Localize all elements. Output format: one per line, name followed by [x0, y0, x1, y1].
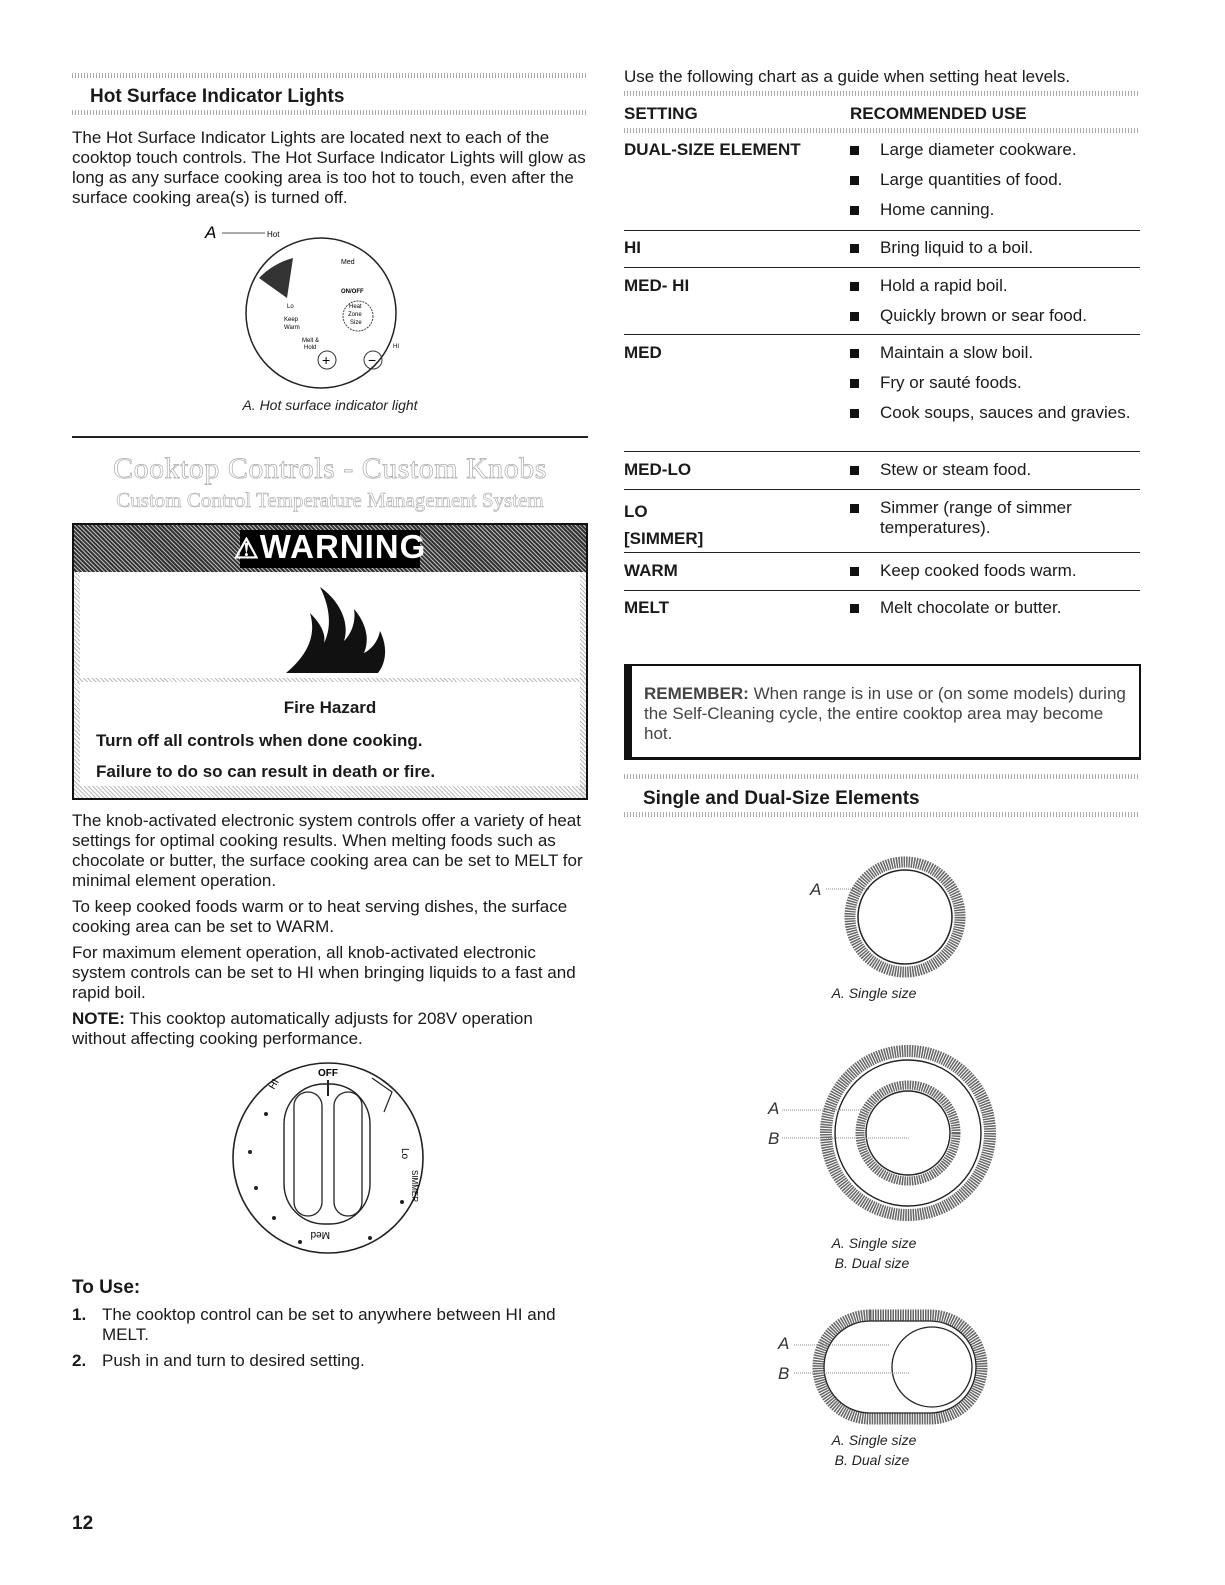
elements-rule-bottom [624, 812, 1140, 817]
use-list [848, 276, 1140, 336]
list-item: Large diameter cookware. [848, 140, 1140, 160]
use-list [848, 561, 1140, 591]
svg-text:A: A [778, 1334, 790, 1353]
elements-heading: Single and Dual-Size Elements [643, 788, 920, 809]
svg-text:A: A [810, 880, 822, 899]
oval-element-illustration [770, 1303, 1000, 1433]
svg-text:ON/OFF: ON/OFF [341, 289, 364, 295]
svg-text:HI: HI [267, 1077, 282, 1092]
list-item: Stew or steam food. [848, 460, 1140, 480]
table-rule-top [624, 91, 1140, 96]
list-item: Simmer (range of simmer temperatures). [848, 498, 1140, 538]
use-list [848, 238, 1140, 268]
dual-caption-b: B. Dual size [834, 1255, 910, 1271]
table-row [624, 451, 1140, 479]
setting-label: MED [624, 343, 662, 362]
svg-text:Size: Size [350, 320, 362, 326]
list-item: Cook soups, sauces and gravies. [848, 403, 1140, 423]
warning-line-1: Turn off all controls when done cooking. [96, 731, 423, 750]
knob-description [72, 811, 588, 1049]
svg-text:Melt &: Melt & [302, 338, 320, 344]
single-size-caption: A. Single size [831, 985, 917, 1001]
table-row [624, 552, 1140, 580]
use-list [848, 140, 1140, 230]
table-row [624, 267, 1140, 325]
list-item: Quickly brown or sear food. [848, 306, 1140, 326]
svg-text:B: B [768, 1129, 780, 1148]
setting-label: WARM [624, 561, 678, 580]
table-row [624, 230, 1140, 257]
heading-rule-bottom [72, 110, 588, 115]
column-header-use: RECOMMENDED USE [850, 104, 1027, 123]
svg-text:Keep: Keep [284, 317, 299, 323]
page-number: 12 [72, 1513, 94, 1534]
remember-label: REMEMBER: [644, 684, 749, 703]
use-list [848, 343, 1140, 433]
step-1: 1. The cooktop control can be set to anywhere between HI and MELT. [72, 1305, 556, 1344]
note-paragraph [72, 1009, 588, 1049]
custom-knob-illustration [222, 1052, 434, 1264]
column-header-setting: SETTING [624, 104, 698, 123]
cooktop-control-illustration [195, 218, 445, 393]
note-text: This cooktop automatically adjusts for 208V operation without affecting cooking performance. [72, 1009, 533, 1048]
list-item: Bring liquid to a boil. [848, 238, 1140, 258]
paragraph-melt: The knob-activated electronic system controls offer a variety of heat settings for optimal cooking results. When melting foods such as chocolate or butter, the surface cooking area can be set to MELT for minimal element operation. [72, 811, 583, 890]
oval-caption-b: B. Dual size [834, 1452, 910, 1468]
use-list [848, 460, 1140, 490]
section-divider [72, 436, 588, 438]
list-item: Large quantities of food. [848, 170, 1140, 190]
svg-text:Lo: Lo [287, 304, 294, 310]
use-list [848, 498, 1140, 548]
svg-text:−: − [368, 352, 377, 368]
remember-box [624, 664, 1141, 760]
warning-box [72, 523, 588, 800]
hot-surface-heading: Hot Surface Indicator Lights [90, 86, 345, 107]
setting-label: MED-LO [624, 460, 692, 479]
remember-text: When range is in use or (on some models) during the Self-Cleaning cycle, the entire cooktop area may become hot. [644, 684, 1126, 743]
use-list [848, 598, 1140, 628]
setting-label: HI [624, 238, 641, 257]
table-row [624, 489, 1140, 548]
list-item: Hold a rapid boil. [848, 276, 1140, 296]
section-title: Cooktop Controls - Custom Knobs [113, 452, 547, 485]
list-item: Melt chocolate or butter. [848, 598, 1140, 618]
svg-text:Zone: Zone [348, 312, 362, 318]
dual-element-illustration [760, 1038, 1000, 1228]
warning-title: ⚠WARNING [233, 528, 427, 565]
warning-line-2: Failure to do so can result in death or fire. [96, 762, 436, 781]
warning-hazard: Fire Hazard [283, 698, 377, 717]
paragraph-hi: For maximum element operation, all knob-activated electronic system controls can be set to HI when bringing liquids to a fast and rapid boil. [72, 943, 576, 1002]
table-row [624, 334, 1140, 422]
setting-label: MELT [624, 598, 670, 617]
setting-label: DUAL-SIZE ELEMENT [624, 140, 801, 159]
svg-text:A: A [768, 1099, 780, 1118]
svg-text:Hot: Hot [267, 230, 280, 239]
table-row [624, 590, 1140, 617]
chart-intro: Use the following chart as a guide when setting heat levels. [624, 67, 1071, 86]
hot-surface-paragraph: The Hot Surface Indicator Lights are located next to each of the cooktop touch controls. The Hot Surface Indicator Lights will glow as long as any surface cooking area is too hot to touch, even after the surface cooking area(s) is turned off. [72, 128, 586, 207]
svg-text:OFF: OFF [318, 1068, 338, 1079]
single-element-illustration [800, 855, 970, 980]
svg-text:Heat: Heat [349, 304, 362, 310]
svg-text:Warm: Warm [284, 325, 300, 331]
heading-rule-top [72, 73, 588, 78]
table-rule-header [624, 128, 1140, 133]
fire-hazard-icon [280, 583, 390, 675]
dual-caption-a: A. Single size [831, 1235, 917, 1251]
warning-banner [74, 525, 586, 572]
fig1-callout-a: A [205, 223, 217, 242]
svg-text:Hold: Hold [304, 345, 317, 351]
list-item: Fry or sauté foods. [848, 373, 1140, 393]
setting-label: MED- HI [624, 276, 690, 295]
svg-text:Med: Med [310, 1229, 330, 1240]
to-use-heading: To Use: [72, 1277, 141, 1298]
svg-text:B: B [778, 1364, 790, 1383]
warning-triangle-icon: ⚠ [233, 533, 260, 564]
setting-label: LO [SIMMER] [624, 502, 704, 548]
svg-text:+: + [322, 352, 331, 368]
svg-text:HI: HI [393, 344, 399, 350]
section-subtitle: Custom Control Temperature Management System [116, 488, 544, 512]
list-item: Keep cooked foods warm. [848, 561, 1140, 581]
svg-text:Lo: Lo [399, 1148, 410, 1160]
to-use-steps [72, 1305, 588, 1377]
fig1-caption: A. Hot surface indicator light [242, 397, 418, 413]
note-label: NOTE: [72, 1009, 125, 1028]
svg-text:Med: Med [341, 259, 355, 266]
step-2: 2. Push in and turn to desired setting. [72, 1351, 365, 1370]
list-item: Home canning. [848, 200, 1140, 220]
oval-caption-a: A. Single size [831, 1432, 917, 1448]
svg-text:SIMMER: SIMMER [410, 1170, 419, 1202]
paragraph-warm: To keep cooked foods warm or to heat serving dishes, the surface cooking area can be set to WARM. [72, 897, 568, 936]
elements-rule-top [624, 774, 1140, 779]
list-item: Maintain a slow boil. [848, 343, 1140, 363]
